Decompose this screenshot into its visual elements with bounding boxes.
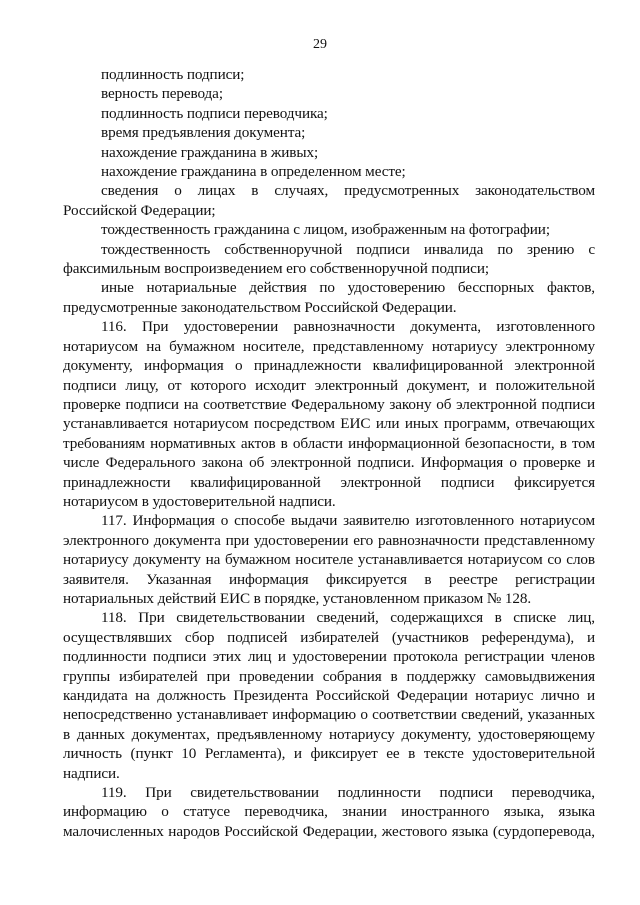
document-body xyxy=(63,65,595,841)
list-item-blind-signature: тождественность собственноручной подписи инвалида по зрению с факсимильным воспроизведением его собственноручной подписи; xyxy=(63,240,595,278)
list-item-citizen-alive: нахождение гражданина в живых; xyxy=(101,143,319,161)
list-item-translator-signature: подлинность подписи переводчика; xyxy=(101,104,328,122)
list-item-photo-identity: тождественность гражданина с лицом, изображенным на фотографии; xyxy=(101,221,550,239)
list-item-presentation-time: время предъявления документа; xyxy=(101,124,306,142)
list-item-persons-info: сведения о лицах в случаях, предусмотренных законодательством Российской Федерации; xyxy=(63,182,595,219)
paragraph-119: 119. При свидетельствовании подлинности подписи переводчика, информацию о статусе переводчика, знании иностранного языка, языка малочисленных народов Российской Федерации, жестового языка (сурдоперевода, xyxy=(63,784,595,840)
list-item-other-actions: иные нотариальные действия по удостоверению бесспорных фактов, предусмотренные законодательством Российской Федерации. xyxy=(63,279,595,316)
list-item-citizen-location: нахождение гражданина в определенном месте; xyxy=(101,163,406,181)
paragraph-117: 117. Информация о способе выдачи заявителю изготовленного нотариусом электронного документа при удостоверении его равнозначности представленному нотариусу документу на бумажном носителе устанавливается нотариусом со слов заявителя. Указанная информация фиксируется в реестре регистрации нотариальных действий ЕИС в порядке, установленном приказом № 128. xyxy=(63,512,595,607)
page-number: 29 xyxy=(313,37,327,52)
paragraph-118: 118. При свидетельствовании сведений, содержащихся в списке лиц, осуществлявших сбор подписей избирателей (участников референдума), и подлинности подписи этих лиц и удостоверении протокола регистрации членов группы избирателей при проведении собрания в поддержку самовыдвижения кандидата на должность Президента Российской Федерации нотариус лично и непосредственно устанавливает информацию о соответствии сведений, указанных в данных документах, предъявленному нотариусу документу, удостоверяющему личность (пункт 10 Регламента), и фиксирует ее в тексте удостоверительной надписи. xyxy=(63,609,595,782)
list-item-translation-accuracy: верность перевода; xyxy=(101,85,223,103)
list-item-signature-authenticity: подлинность подписи; xyxy=(101,66,245,83)
paragraph-116: 116. При удостоверении равнозначности документа, изготовленного нотариусом на бумажном носителе, представленному нотариусу электронному документу, информация о принадлежности квалифицированной электронной подписи лицу, от которого исходит электронный документ, и положительной проверке подписи на соответствие Федеральному закону об электронной подписи устанавливается нотариусом посредством ЕИС или иных программ, отвечающих требованиям нормативных актов в области информационной безопасности, в том числе Федерального закона об электронной подписи. Информация о проверке и принадлежности квалифицированной электронной подписи фиксируется нотариусом в удостоверительной надписи. xyxy=(63,318,595,510)
